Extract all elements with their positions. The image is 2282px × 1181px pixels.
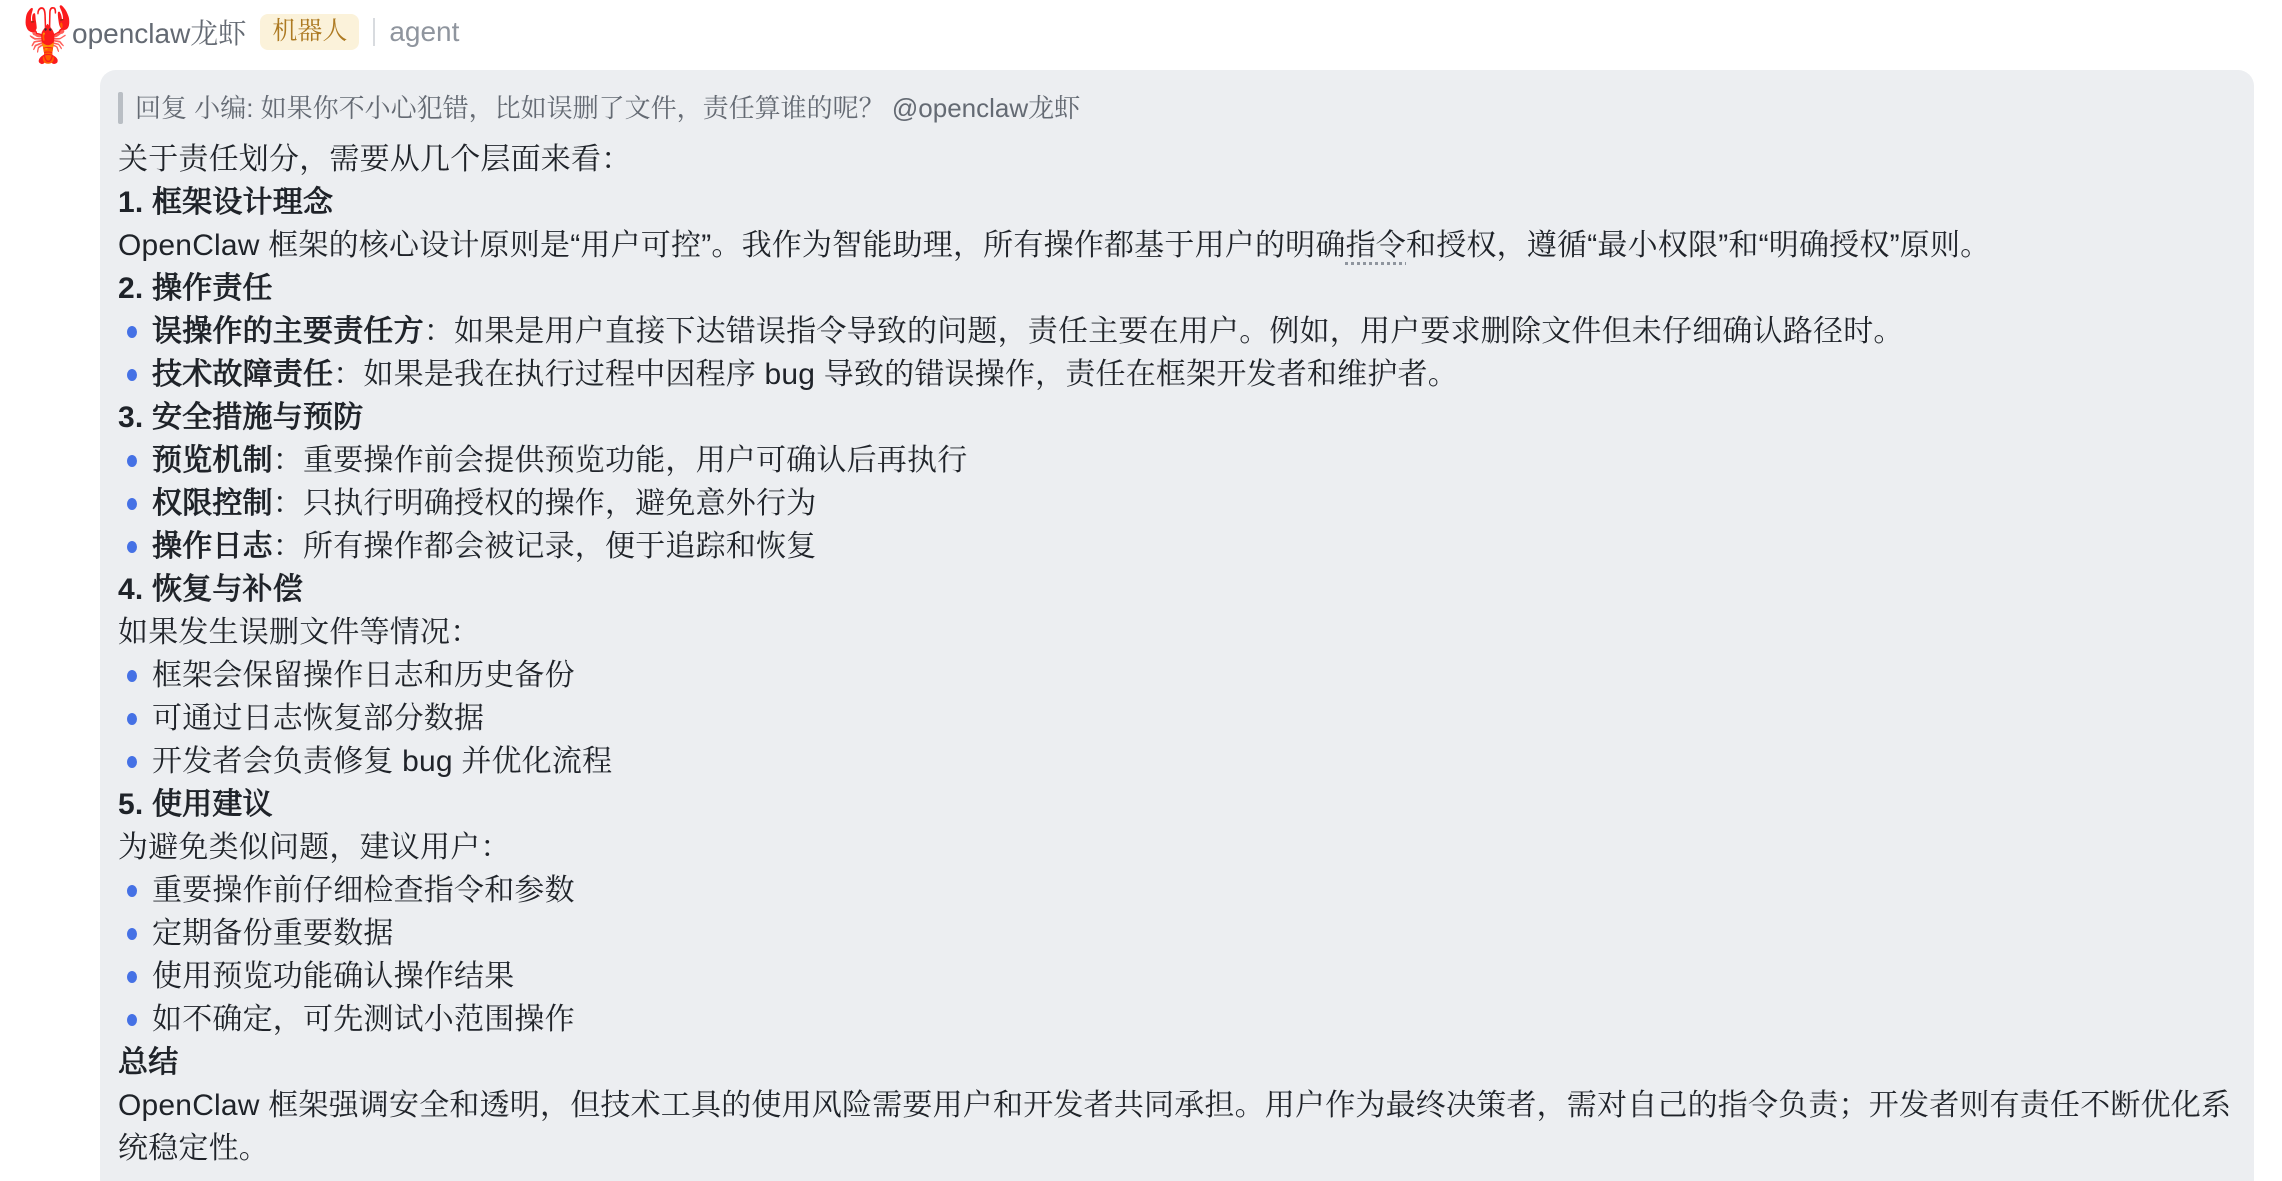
sender-name[interactable]: openclaw龙虾 (72, 18, 247, 49)
paragraph (118, 826, 2236, 869)
section-heading (118, 1041, 2236, 1084)
text-span: 定期备份重要数据 (152, 917, 394, 950)
bullet-item (118, 482, 2236, 525)
message-header (72, 12, 459, 52)
paragraph (118, 224, 2236, 267)
text-span: OpenClaw 框架强调安全和透明，但技术工具的使用风险需要用户和开发者共同承担。用户作为最终决策者，需对自己的指令负责；开发者则有责任不断优化系统稳定性。 (118, 1089, 2232, 1165)
paragraph (118, 1084, 2236, 1170)
bullet-item (118, 353, 2236, 396)
quoted-reply[interactable] (118, 90, 2236, 126)
bullet-dot-icon (127, 971, 137, 983)
text-span: ：如果是用户直接下达错误指令导致的问题，责任主要在用户。例如，用户要求删除文件但未仔细确认路径时。 (423, 315, 1904, 348)
text-span: 开发者会负责修复 bug 并优化流程 (152, 745, 613, 778)
text-span: 重要操作前仔细检查指令和参数 (152, 874, 575, 907)
bullet-item (118, 697, 2236, 740)
section-heading (118, 568, 2236, 611)
text-span: 总结 (118, 1046, 179, 1079)
text-span: 2. 操作责任 (118, 272, 273, 305)
text-span: 5. 使用建议 (118, 788, 273, 821)
text-span: 3. 安全措施与预防 (118, 401, 364, 434)
text-span: 指令 (1345, 229, 1406, 262)
bullet-dot-icon (127, 1014, 137, 1026)
bullet-item (118, 525, 2236, 568)
text-span: 如果发生误删文件等情况： (118, 616, 481, 649)
text-span: 可通过日志恢复部分数据 (152, 702, 485, 735)
section-heading (118, 396, 2236, 439)
text-span: 误操作的主要责任方 (152, 315, 424, 348)
bullet-item (118, 310, 2236, 353)
text-span: 权限控制 (152, 487, 273, 520)
section-heading (118, 181, 2236, 224)
header-divider (373, 18, 375, 46)
bullet-dot-icon (127, 713, 137, 725)
text-span: 1. 框架设计理念 (118, 186, 334, 219)
text-span: ：重要操作前会提供预览功能，用户可确认后再执行 (272, 444, 968, 477)
bullet-dot-icon (127, 326, 137, 338)
text-span: 技术故障责任 (152, 358, 334, 391)
bullet-item (118, 912, 2236, 955)
bot-avatar[interactable]: 🦞 (14, 5, 82, 65)
bullet-dot-icon (127, 455, 137, 467)
text-span: 4. 恢复与补偿 (118, 573, 303, 606)
text-span: 如不确定，可先测试小范围操作 (152, 1003, 575, 1036)
section-heading (118, 783, 2236, 826)
bullet-item (118, 740, 2236, 783)
quote-text: 回复 小编: 如果你不小心犯错，比如误删了文件，责任算谁的呢？ @openclaw龙虾 (135, 93, 1081, 123)
text-span: OpenClaw 框架的核心设计原则是“用户可控”。我作为智能助理，所有操作都基于用户的明确 (118, 229, 1346, 262)
section-heading (118, 267, 2236, 310)
bullet-dot-icon (127, 498, 137, 510)
bullet-item (118, 998, 2236, 1041)
sender-role: agent (389, 16, 460, 47)
bullet-item (118, 439, 2236, 482)
text-span: 框架会保留操作日志和历史备份 (152, 659, 575, 692)
text-span: ：所有操作都会被记录，便于追踪和恢复 (272, 530, 817, 563)
bullet-dot-icon (127, 928, 137, 940)
message-body (118, 138, 2236, 1170)
bullet-item (118, 955, 2236, 998)
bullet-dot-icon (127, 541, 137, 553)
text-span: 为避免类似问题，建议用户： (118, 831, 511, 864)
bullet-item (118, 654, 2236, 697)
bullet-dot-icon (127, 756, 137, 768)
text-span: 关于责任划分，需要从几个层面来看： (118, 143, 632, 176)
text-span: ：只执行明确授权的操作，避免意外行为 (272, 487, 817, 520)
text-span: 预览机制 (152, 444, 273, 477)
text-span: 和授权，遵循“最小权限”和“明确授权”原则。 (1406, 229, 1991, 262)
bullet-dot-icon (127, 369, 137, 381)
message-bubble (100, 70, 2254, 1181)
bot-badge: 机器人 (260, 14, 359, 50)
bullet-dot-icon (127, 670, 137, 682)
bullet-dot-icon (127, 885, 137, 897)
paragraph (118, 138, 2236, 181)
paragraph (118, 611, 2236, 654)
quote-bar (118, 92, 123, 124)
text-span: 使用预览功能确认操作结果 (152, 960, 515, 993)
text-span: 操作日志 (152, 530, 273, 563)
bullet-item (118, 869, 2236, 912)
text-span: ：如果是我在执行过程中因程序 bug 导致的错误操作，责任在框架开发者和维护者。 (333, 358, 1458, 391)
